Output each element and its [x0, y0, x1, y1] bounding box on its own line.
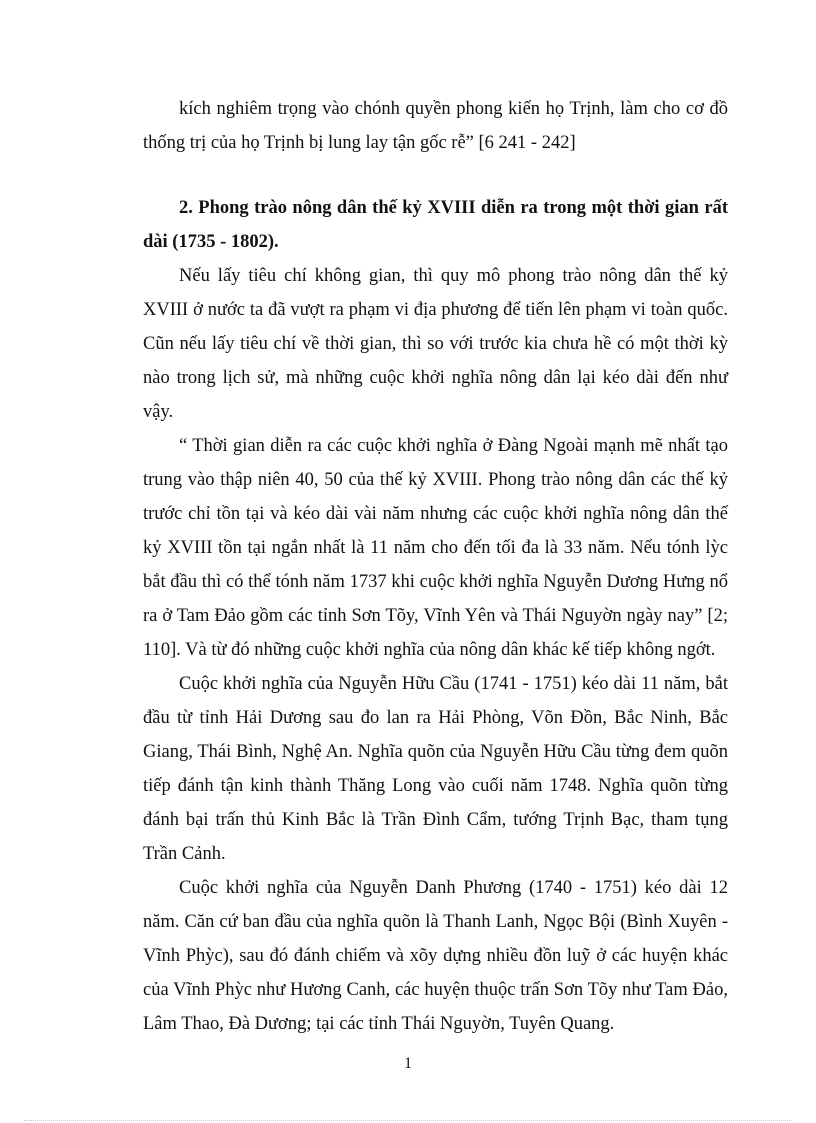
paragraph: Nếu lấy tiêu chí không gian, thì quy mô phong trào nông dân thế kỷ XVIII ở nước ta đã vượt ra phạm vi địa phương để tiến lên phạm vi toàn quốc. Cũn nếu lấy tiêu chí về thời gian, thì so với trước kia chưa hề có một thời kỳ nào trong lịch sử, mà những cuộc khởi nghĩa nông dân lại kéo dài đến như vậy.	[143, 266, 728, 422]
page-bottom-divider	[24, 1120, 792, 1121]
paragraph: “ Thời gian diễn ra các cuộc khởi nghĩa ở Đàng Ngoài mạnh mẽ nhất tạo trung vào thập niên 40, 50 của thế kỷ XVIII. Phong trào nông dân các thế kỷ trước chỉ tồn tại và kéo dài vài năm nhưng các cuộc khởi nghĩa nông dân thế kỷ XVIII tồn tại ngắn nhất là 11 năm cho đến tối đa là 33 năm. Nếu tónh lỳc bắt đầu thì có thể tónh năm 1737 khi cuộc khởi nghĩa Nguyễn Dương Hưng nổ ra ở Tam Đảo gồm các tỉnh Sơn Tõy, Vĩnh Yên và Thái Nguyờn ngày nay” [2; 110]. Và từ đó những cuộc khởi nghĩa của nông dân khác kế tiếp không ngớt.	[143, 436, 728, 660]
paragraph: Cuộc khởi nghĩa của Nguyễn Hữu Cầu (1741 - 1751) kéo dài 11 năm, bắt đầu từ tỉnh Hải Dương sau đo lan ra Hải Phòng, Võn Đồn, Bắc Ninh, Bắc Giang, Thái Bình, Nghệ An. Nghĩa quõn của Nguyễn Hữu Cầu từng đem quõn tiếp đánh tận kinh thành Thăng Long vào cuối năm 1748. Nghĩa quõn từng đánh bại trấn thủ Kinh Bắc là Trần Đình Cẩm, tướng Trịnh Bạc, tham tụng Trần Cảnh.	[143, 674, 728, 864]
page-number: 1	[404, 1055, 412, 1072]
section-heading: 2. Phong trào nông dân thế kỷ XVIII diễn ra trong một thời gian rất dài (1735 - 1802).	[143, 198, 728, 252]
paragraph-continuation: kích nghiêm trọng vào chónh quyền phong kiến họ Trịnh, làm cho cơ đồ thống trị của họ Trịnh bị lung lay tận gốc rễ” [6 241 - 242]	[143, 99, 728, 153]
paragraph: Cuộc khởi nghĩa của Nguyễn Danh Phương (1740 - 1751) kéo dài 12 năm. Căn cứ ban đầu của nghĩa quõn là Thanh Lanh, Ngọc Bội (Bình Xuyên - Vĩnh Phỳc), sau đó đánh chiếm và xõy dựng nhiều đồn luỹ ở các huyện khác của Vĩnh Phỳc như Hương Canh, các huyện thuộc trấn Sơn Tõy như Tam Đảo, Lâm Thao, Đà Dương; tại các tỉnh Thái Nguyờn, Tuyên Quang.	[143, 878, 728, 1034]
document-body	[143, 92, 728, 1041]
